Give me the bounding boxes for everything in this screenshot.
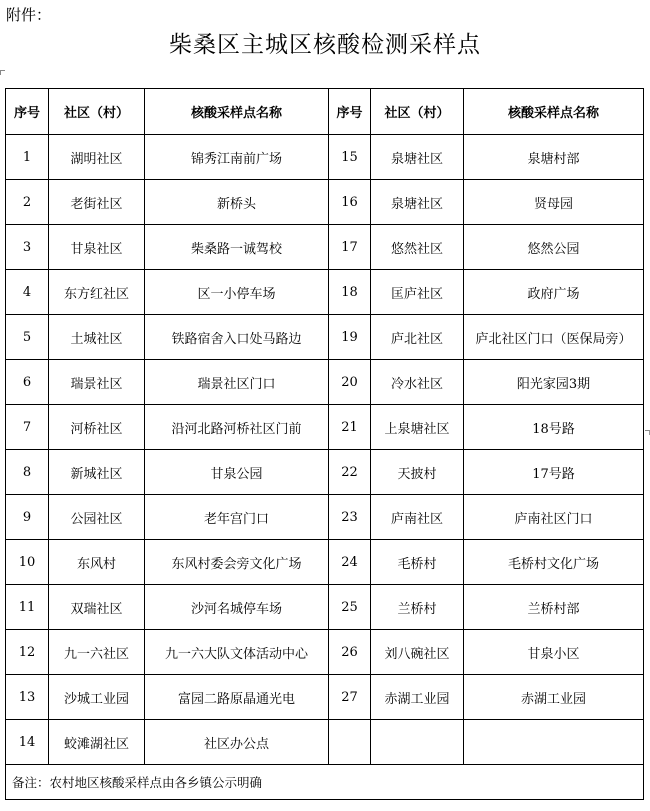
cell-index-left: 4 [6,270,49,315]
cell-index-left: 6 [6,360,49,405]
cell-index-left: 10 [6,540,49,585]
cell-site-right: 赤湖工业园 [464,675,644,720]
cell-index-right: 15 [329,135,371,180]
cell-community-right: 庐南社区 [371,495,464,540]
note-row [6,765,644,800]
table-row [6,360,644,405]
header-community-right: 社区（村） [371,89,464,135]
cell-site-left: 九一六大队文体活动中心 [145,630,329,675]
cell-site-left: 甘泉公园 [145,450,329,495]
cell-community-right: 匡庐社区 [371,270,464,315]
cell-community-left: 东风村 [49,540,145,585]
cell-index-left: 12 [6,630,49,675]
cell-site-left: 锦秀江南前广场 [145,135,329,180]
cell-community-left: 蛟滩湖社区 [49,720,145,765]
cell-index-right: 21 [329,405,371,450]
cell-site-right: 贤母园 [464,180,644,225]
attachment-label: 附件： [6,6,52,24]
cell-site-left: 新桥头 [145,180,329,225]
page-title: 柴桑区主城区核酸检测采样点 [169,32,481,58]
cell-community-left: 土城社区 [49,315,145,360]
sampling-points-table [5,88,644,800]
cell-index-right: 25 [329,585,371,630]
table-row [6,630,644,675]
table-row [6,450,644,495]
cell-site-right: 毛桥村文化广场 [464,540,644,585]
cell-index-right: 22 [329,450,371,495]
cell-site-left: 柴桑路一诚驾校 [145,225,329,270]
cell-index-right: 23 [329,495,371,540]
cell-community-right: 庐北社区 [371,315,464,360]
cell-community-left: 公园社区 [49,495,145,540]
cell-community-left: 河桥社区 [49,405,145,450]
table-row [6,675,644,720]
cell-index-right: 27 [329,675,371,720]
cell-site-left: 瑞景社区门口 [145,360,329,405]
cell-community-left: 沙城工业园 [49,675,145,720]
table-row [6,315,644,360]
header-index-right: 序号 [329,89,371,135]
header-index-left: 序号 [6,89,49,135]
cell-community-right: 上泉塘社区 [371,405,464,450]
cell-site-left: 沿河北路河桥社区门前 [145,405,329,450]
cell-community-right: 泉塘社区 [371,180,464,225]
cell-index-left: 3 [6,225,49,270]
cell-community-left: 九一六社区 [49,630,145,675]
cell-index-right: 16 [329,180,371,225]
cell-site-left: 沙河名城停车场 [145,585,329,630]
header-site-right: 核酸采样点名称 [464,89,644,135]
cell-community-left: 新城社区 [49,450,145,495]
header-site-left: 核酸采样点名称 [145,89,329,135]
cell-community-right: 毛桥村 [371,540,464,585]
cell-community-right: 泉塘社区 [371,135,464,180]
cell-index-right: 18 [329,270,371,315]
cell-community-left: 湖明社区 [49,135,145,180]
table-row [6,585,644,630]
header-community-left: 社区（村） [49,89,145,135]
cell-site-right: 政府广场 [464,270,644,315]
cell-site-right [464,720,644,765]
table-row [6,495,644,540]
cell-index-left: 7 [6,405,49,450]
cell-index-left: 13 [6,675,49,720]
corner-mark [0,70,5,75]
cell-community-right [371,720,464,765]
cell-community-right: 天披村 [371,450,464,495]
table-header-row [6,89,644,135]
cell-community-right: 兰桥村 [371,585,464,630]
table-row [6,540,644,585]
cell-site-right: 悠然公园 [464,225,644,270]
table-row [6,720,644,765]
cell-community-left: 老街社区 [49,180,145,225]
cell-site-right: 庐北社区门口（医保局旁） [464,315,644,360]
table-row [6,180,644,225]
cell-site-right: 甘泉小区 [464,630,644,675]
edge-mark [645,430,650,435]
cell-index-right: 24 [329,540,371,585]
cell-community-right: 冷水社区 [371,360,464,405]
cell-community-right: 赤湖工业园 [371,675,464,720]
cell-site-right: 18号路 [464,405,644,450]
cell-index-left: 5 [6,315,49,360]
cell-site-right: 泉塘村部 [464,135,644,180]
cell-site-left: 社区办公点 [145,720,329,765]
cell-community-right: 刘八碗社区 [371,630,464,675]
cell-site-right: 兰桥村部 [464,585,644,630]
cell-index-left: 1 [6,135,49,180]
cell-site-left: 区一小停车场 [145,270,329,315]
cell-index-left: 11 [6,585,49,630]
cell-community-left: 甘泉社区 [49,225,145,270]
cell-site-left: 富园二路原晶通光电 [145,675,329,720]
cell-community-left: 双瑞社区 [49,585,145,630]
cell-index-right: 20 [329,360,371,405]
table-row [6,135,644,180]
cell-community-left: 东方红社区 [49,270,145,315]
cell-index-right: 19 [329,315,371,360]
cell-community-right: 悠然社区 [371,225,464,270]
note-text: 备注：农村地区核酸采样点由各乡镇公示明确 [6,765,644,800]
cell-index-left: 2 [6,180,49,225]
cell-site-right: 17号路 [464,450,644,495]
cell-index-left: 8 [6,450,49,495]
table-row [6,270,644,315]
cell-site-left: 东风村委会旁文化广场 [145,540,329,585]
cell-index-right: 26 [329,630,371,675]
cell-index-left: 14 [6,720,49,765]
cell-index-right: 17 [329,225,371,270]
cell-index-right [329,720,371,765]
cell-site-right: 阳光家园3期 [464,360,644,405]
cell-index-left: 9 [6,495,49,540]
cell-site-left: 铁路宿舍入口处马路边 [145,315,329,360]
cell-site-left: 老年宫门口 [145,495,329,540]
table-row [6,225,644,270]
cell-site-right: 庐南社区门口 [464,495,644,540]
table-row [6,405,644,450]
cell-community-left: 瑞景社区 [49,360,145,405]
